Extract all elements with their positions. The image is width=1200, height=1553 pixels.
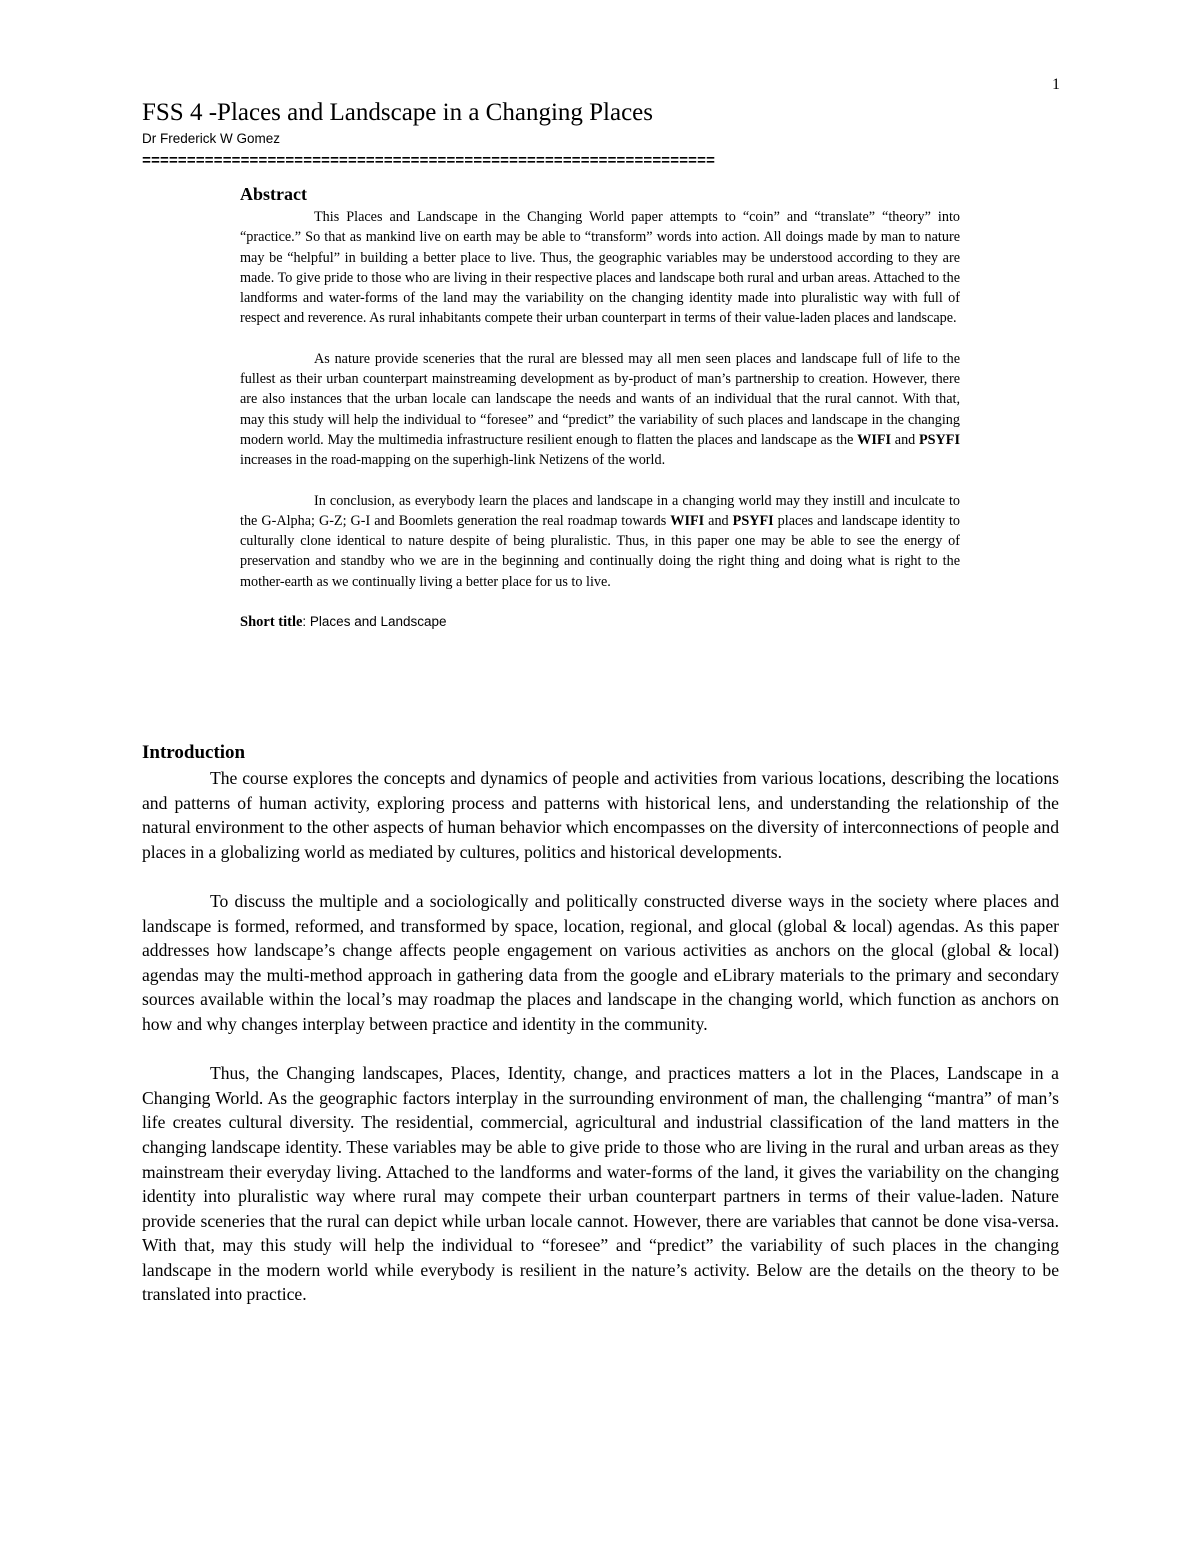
abstract-heading: Abstract bbox=[240, 184, 307, 204]
introduction-paragraph-3: Thus, the Changing landscapes, Places, Identity, change, and practices matters a lot in the Places, Landscape in a Changing World. As the geographic factors interplay in the surrounding environment of man, the challenging “mantra” of man’s life creates cultural diversity. The residential, commercial, agricultural and industrial classification of the land matters in the changing landscape identity. These variables may be able to give pride to those who are living in the rural and urban areas as they mainstream their everyday living. Attached to the landforms and water-forms of the land, it gives the variability on the changing identity into pluralistic way where rural may compete their urban counterpart partners in terms of their value-laden. Nature provide sceneries that the rural can depict while urban locale cannot. However, there are variables that cannot be done visa-versa. With that, may this study will help the individual to “foresee” and “predict” the variability of such places in the changing landscape in the modern world while everybody is resilient in the nature’s activity. Below are the details on the theory to be translated into practice. bbox=[142, 1063, 1059, 1305]
introduction-heading: Introduction bbox=[142, 742, 246, 763]
short-title-label: Short title bbox=[240, 614, 303, 631]
wifi-term: WIFI bbox=[857, 431, 892, 448]
document-title: FSS 4 -Places and Landscape in a Changing Places bbox=[142, 99, 654, 126]
introduction-section bbox=[142, 740, 1059, 1307]
abstract-p2-text-a: As nature provide sceneries that the rural are blessed may all men seen places and landscape full of life to the fullest as their urban counterpart mainstreaming development as by-product of man’s partnership to creation. However, there are also instances that the urban locale can landscape the needs and wants of an individual that the rural cannot. With that, may this study will help the individual to “foresee” and “predict” the variability of such places and landscape in the changing modern world. May the multimedia infrastructure resilient enough to flatten the places and landscape as the bbox=[240, 350, 960, 448]
abstract-paragraph-2 bbox=[240, 349, 960, 471]
abstract-p3-text-a: In conclusion, as everybody learn the places and landscape in a changing world may they instill and inculcate to the G-Alpha; G-Z; G-I and Boomlets generation the real roadmap towards bbox=[240, 492, 960, 529]
page-number: 1 bbox=[1052, 76, 1060, 93]
introduction-paragraph-1: The course explores the concepts and dynamics of people and activities from various locations, describing the locations and patterns of human activity, exploring process and patterns with historical lens, and understanding the relationship of the natural environment to the other aspects of human behavior which encompasses on the diversity of interconnections of people and places in a globalizing world as mediated by cultures, politics and historical developments. bbox=[142, 768, 1059, 862]
abstract-paragraph-3 bbox=[240, 491, 960, 592]
author-line: Dr Frederick W Gomez bbox=[142, 131, 281, 146]
psyfi-term: PSYFI bbox=[732, 512, 774, 529]
short-title-value: : Places and Landscape bbox=[302, 614, 447, 630]
abstract-p3-text-b: and bbox=[704, 512, 733, 529]
abstract-p3-text-c: places and landscape identity to culturally clone identical to nature despite of being pluralistic. Thus, in this paper one may be able to see the energy of preservation and standby who we are in the beginning and continually doing the right thing and doing what is right to the mother-earth as we continually living a better place for us to live. bbox=[240, 512, 960, 590]
short-title-line bbox=[240, 612, 960, 632]
abstract-paragraph-1: This Places and Landscape in the Changing World paper attempts to “coin” and “translate” “theory” into “practice.” So that as mankind live on earth may be able to “transform” words into action. All doings made by man to nature may be “helpful” in building a better place to live. Thus, the geographic variables may be understood according to they are made. To give pride to those who are living in their respective places and landscape both rural and urban areas. Attached to the landforms and water-forms of the land may the variability on the changing identity made into pluralistic way with full of respect and reverence. As rural inhabitants compete their urban counterpart in terms of their value-laden places and landscape. bbox=[240, 209, 960, 327]
wifi-term: WIFI bbox=[670, 512, 705, 529]
abstract-section bbox=[240, 181, 960, 632]
psyfi-term: PSYFI bbox=[919, 431, 960, 448]
abstract-p2-text-b: and bbox=[891, 431, 919, 448]
separator-line: ================================================================ bbox=[142, 153, 715, 170]
introduction-paragraph-2: To discuss the multiple and a sociologically and politically constructed diverse ways in the society where places and landscape is formed, reformed, and transformed by space, location, regional, and glocal (global & local) agendas. As this paper addresses how landscape’s change affects people engagement on various activities as anchors on the glocal (global & local) agendas may the multi-method approach in gathering data from the google and eLibrary materials to the primary and secondary sources available within the local’s may roadmap the places and landscape in the changing world, which function as anchors on how and why changes interplay between practice and identity in the community. bbox=[142, 890, 1059, 1034]
abstract-p2-text-c: increases in the road-mapping on the superhigh-link Netizens of the world. bbox=[240, 452, 666, 469]
